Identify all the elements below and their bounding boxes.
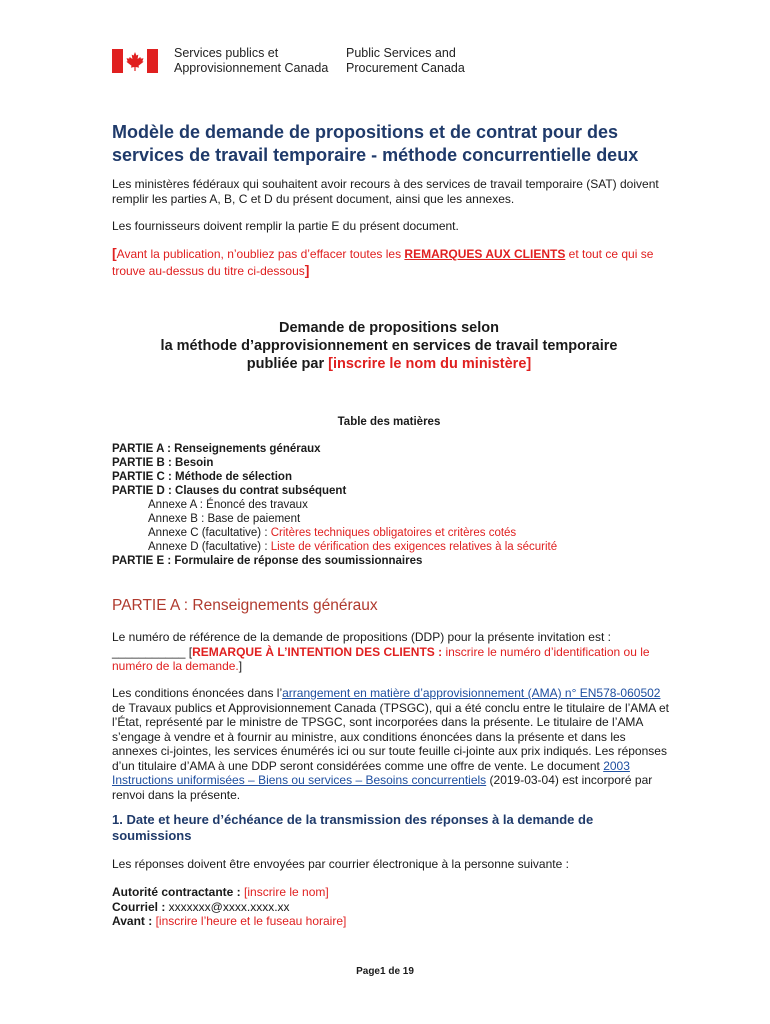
rfp-heading-line1: Demande de propositions selon bbox=[279, 320, 499, 336]
deadline-value: [inscrire l’heure et le fuseau horaire] bbox=[155, 914, 347, 928]
document-title: Modèle de demande de propositions et de contrat pour des services de travail temporaire - méthode concurrentielle deux bbox=[112, 122, 639, 165]
conditions-text-3: (2019-03-04) est incorporé par renvoi dans la présente. bbox=[112, 773, 653, 802]
published-by-label: publiée par bbox=[246, 356, 329, 372]
client-remark-label: REMARQUE À L’INTENTION DES CLIENTS : bbox=[192, 644, 443, 659]
table-of-contents bbox=[112, 442, 672, 568]
annex-c-label: Annexe C (facultative) : bbox=[148, 527, 271, 539]
note-text-after: et tout ce qui se trouve au-dessus du titre ci-dessous bbox=[112, 247, 654, 278]
contracting-authority-label: Autorité contractante : bbox=[112, 885, 245, 899]
toc-item-annex-a[interactable]: Annexe A : Énoncé des travaux bbox=[148, 499, 308, 511]
email-label: Courriel : bbox=[112, 899, 169, 914]
note-close-bracket: ] bbox=[304, 261, 310, 278]
canada-flag-icon bbox=[112, 49, 158, 73]
client-note bbox=[112, 246, 672, 279]
contact-details bbox=[112, 885, 672, 929]
note-open-bracket: [ bbox=[112, 245, 117, 261]
toc-heading: Table des matières bbox=[337, 416, 441, 428]
annex-d-title: Liste de vérification des exigences relatives à la sécurité bbox=[270, 541, 558, 553]
department-name-fr bbox=[174, 46, 328, 75]
toc-item-part-b[interactable]: PARTIE B : Besoin bbox=[112, 457, 214, 469]
rfp-heading-line2: la méthode d’approvisionnement en services de travail temporaire bbox=[160, 338, 618, 354]
reference-close-bracket: ] bbox=[238, 659, 243, 673]
rfp-reference-paragraph bbox=[112, 630, 672, 674]
contracting-authority-value: [inscrire le nom] bbox=[244, 885, 329, 899]
department-fr-line1: Services publics et bbox=[174, 46, 279, 60]
department-fr-line2: Approvisionnement Canada bbox=[174, 60, 329, 75]
department-name-en bbox=[346, 46, 465, 75]
email-value: xxxxxxx@xxxx.xxxx.xx bbox=[168, 899, 290, 914]
client-remarks-link[interactable]: REMARQUES AUX CLIENTS bbox=[404, 247, 566, 261]
deadline-row bbox=[112, 914, 672, 929]
toc-item-annex-d[interactable] bbox=[112, 540, 672, 554]
toc-item-annex-b[interactable]: Annexe B : Base de paiement bbox=[148, 513, 301, 525]
contracting-authority-row bbox=[112, 885, 672, 900]
conditions-text-2: de Travaux publics et Approvisionnement Canada (TPSGC), qui a été conclu entre le titulaire de l’AMA et l’État, représenté par le ministre de TPSGC, sont incorporées dans la présente. Le titulaire de l’AMA s’engage à vendre et à fournir au ministre, aux conditions énoncées dans la présente et dans les annexes ci-jointes, les services énumérés ici ou sur toute feuille ci-jointe aux prix indiqués. Les réponses d’un titulaire d’AMA à une DDP seront considérées comme une offre de vente. Le document bbox=[112, 700, 669, 773]
annex-d-label: Annexe D (facultative) : bbox=[148, 541, 271, 553]
intro-paragraph-1: Les ministères fédéraux qui souhaitent avoir recours à des services de travail temporaire (SAT) doivent remplir les parties A, B, C et D du présent document, ainsi que les annexes. bbox=[112, 177, 659, 206]
toc-item-part-d[interactable]: PARTIE D : Clauses du contrat subséquent bbox=[112, 485, 347, 497]
deadline-label: Avant : bbox=[112, 914, 156, 928]
ministry-name-placeholder: [inscrire le nom du ministère] bbox=[328, 356, 532, 372]
department-en-line1: Public Services and bbox=[346, 46, 456, 60]
supply-arrangement-link[interactable]: arrangement en matière d’approvisionnement (AMA) n° EN578-060502 bbox=[282, 686, 661, 700]
toc-item-part-a[interactable]: PARTIE A : Renseignements généraux bbox=[112, 443, 321, 455]
annex-c-title: Critères techniques obligatoires et critères cotés bbox=[270, 527, 517, 539]
conditions-paragraph bbox=[112, 686, 672, 802]
department-en-line2: Procurement Canada bbox=[346, 60, 465, 75]
conditions-text-1: Les conditions énoncées dans l’ bbox=[112, 686, 283, 700]
toc-item-annex-c[interactable] bbox=[112, 526, 672, 540]
client-remark-text: inscrire le numéro d’identification ou le numéro de la demande. bbox=[112, 644, 650, 673]
rfp-heading bbox=[112, 319, 666, 373]
page-number: Page1 de 19 bbox=[356, 966, 414, 977]
rfp-heading-line3 bbox=[112, 355, 666, 373]
toc-item-part-e[interactable]: PARTIE E : Formulaire de réponse des soumissionnaires bbox=[112, 555, 423, 567]
standard-instructions-link[interactable]: 2003 Instructions uniformisées – Biens ou services – Besoins concurrentiels bbox=[112, 758, 630, 787]
section-1-body: Les réponses doivent être envoyées par courrier électronique à la personne suivante : bbox=[112, 857, 569, 871]
toc-item-part-c[interactable]: PARTIE C : Méthode de sélection bbox=[112, 471, 292, 483]
email-row bbox=[112, 900, 672, 915]
intro-paragraph-2: Les fournisseurs doivent remplir la partie E du présent document. bbox=[112, 219, 459, 233]
note-text-before: Avant la publication, n’oubliez pas d’effacer toutes les bbox=[116, 247, 405, 261]
reference-text: Le numéro de référence de la demande de propositions (DDP) pour la présente invitation est : ___________ [ bbox=[112, 630, 611, 659]
part-a-heading: PARTIE A : Renseignements généraux bbox=[112, 597, 378, 614]
section-1-heading: 1. Date et heure d’échéance de la transmission des réponses à la demande de soumissions bbox=[112, 812, 594, 843]
